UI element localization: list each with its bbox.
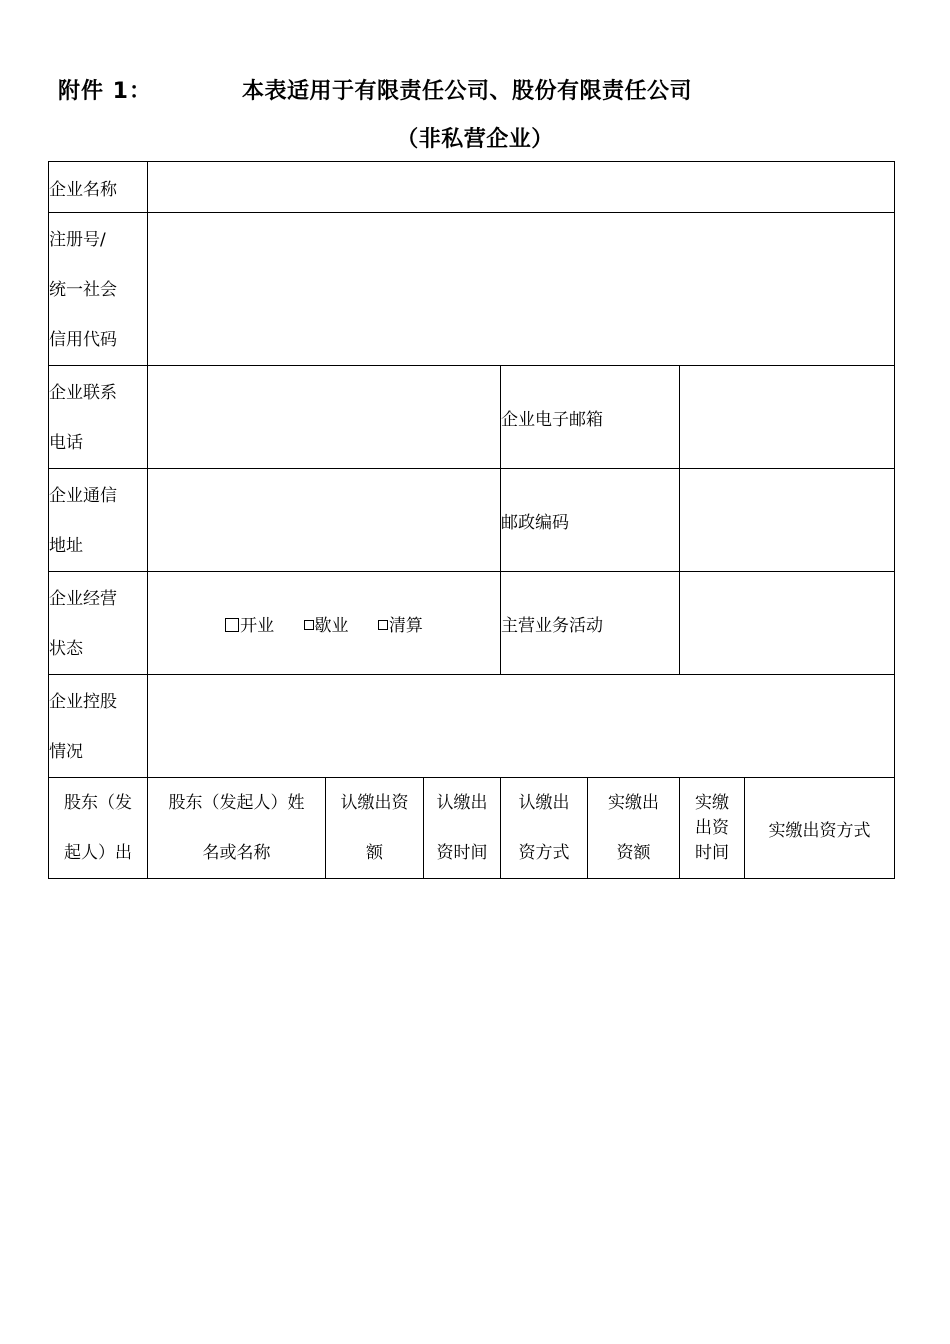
paid-method-header: 实缴出资方式 [745, 778, 895, 879]
business-status-options [148, 572, 501, 675]
business-status-label: 企业经营 状态 [49, 572, 148, 675]
registration-number-label: 注册号/ 统一社会 信用代码 [49, 213, 148, 366]
status-option-closed[interactable]: 歇业 [304, 611, 349, 636]
registration-number-field[interactable] [148, 213, 895, 366]
shareholder-section-label: 股东（发 起人）出 [49, 778, 148, 879]
document-title: 本表适用于有限责任公司、股份有限责任公司 [242, 79, 693, 104]
main-business-field[interactable] [680, 572, 895, 675]
status-option-liquidation[interactable]: 清算 [378, 611, 423, 636]
company-address-field[interactable] [148, 469, 501, 572]
checkbox-icon[interactable] [378, 620, 388, 630]
paid-amount-header: 实缴出 资额 [588, 778, 680, 879]
checkbox-icon[interactable] [225, 618, 239, 632]
subscribed-amount-header: 认缴出资 额 [326, 778, 424, 879]
status-option-open[interactable]: 开业 [225, 611, 274, 636]
row-address-postcode [49, 469, 895, 572]
main-business-label: 主营业务活动 [501, 572, 680, 675]
row-company-name [49, 162, 895, 213]
company-name-label: 企业名称 [49, 162, 148, 213]
company-email-field[interactable] [680, 366, 895, 469]
paid-time-header: 实缴 出资 时间 [680, 778, 745, 879]
holding-situation-label: 企业控股 情况 [49, 675, 148, 778]
row-business-status [49, 572, 895, 675]
row-phone-email [49, 366, 895, 469]
postcode-label: 邮政编码 [501, 469, 680, 572]
company-address-label: 企业通信 地址 [49, 469, 148, 572]
subscribed-time-header: 认缴出 资时间 [424, 778, 501, 879]
holding-situation-field[interactable] [148, 675, 895, 778]
row-shareholders-header [49, 778, 895, 879]
company-info-form [48, 161, 895, 879]
company-phone-label: 企业联系 电话 [49, 366, 148, 469]
shareholder-name-header: 股东（发起人）姓 名或名称 [148, 778, 326, 879]
document-subtitle: （非私营企业） [396, 127, 554, 152]
company-phone-field[interactable] [148, 366, 501, 469]
company-name-field[interactable] [148, 162, 895, 213]
attachment-label: 附件 1： [58, 79, 152, 104]
row-holding-situation [49, 675, 895, 778]
postcode-field[interactable] [680, 469, 895, 572]
subscribed-method-header: 认缴出 资方式 [501, 778, 588, 879]
checkbox-icon[interactable] [304, 620, 314, 630]
company-email-label: 企业电子邮箱 [501, 366, 680, 469]
row-registration-number [49, 213, 895, 366]
